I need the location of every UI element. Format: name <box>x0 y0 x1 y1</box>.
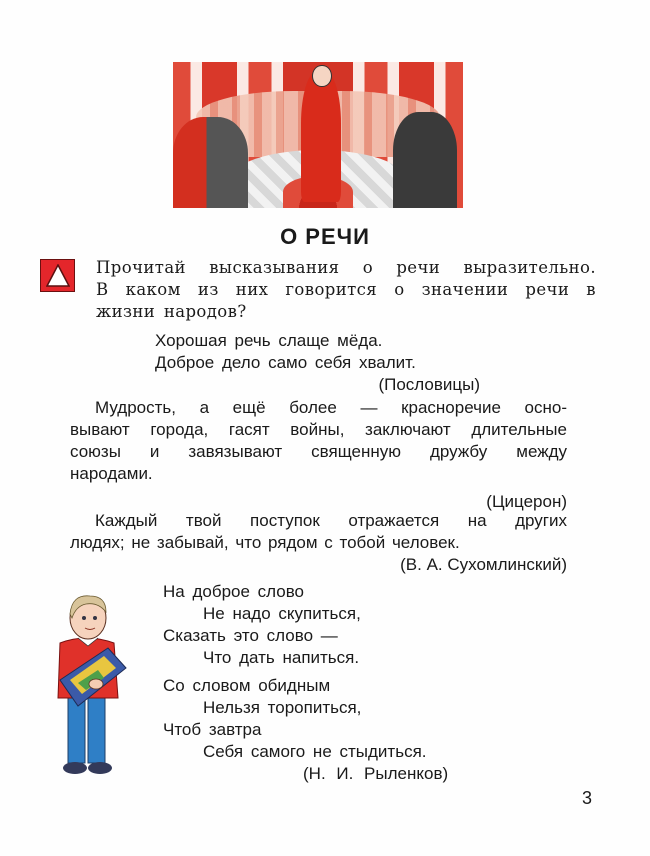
poem-line: Нельзя торопиться, <box>203 698 362 717</box>
proverbs-block <box>155 330 480 396</box>
task-instruction <box>96 257 596 323</box>
poem-line: Чтоб завтра <box>163 720 262 739</box>
sukhomlinsky-attribution: (В. А. Сухомлинский) <box>400 555 567 574</box>
quote-line: союзы и завязывают священную дружбу между <box>70 442 567 461</box>
quote-line: вывают города, гасят войны, заключают длительные <box>70 420 567 439</box>
task-line: В каком из них говорится о значении речи в <box>96 280 596 299</box>
poem-line: Себя самого не стыдиться. <box>203 742 427 761</box>
proverb-line: Доброе дело само себя хвалит. <box>155 353 416 372</box>
page-number: 3 <box>582 788 593 808</box>
quote-line: людях; не забывай, что рядом с тобой человек. <box>70 533 460 552</box>
standing-figure-right <box>393 112 457 208</box>
page-title: О РЕЧИ <box>280 224 370 249</box>
poem-stanza-1 <box>163 581 483 669</box>
cicero-attribution: (Цицерон) <box>486 492 567 511</box>
sukhomlinsky-quote <box>70 510 567 576</box>
poem-attribution: (Н. И. Рыленков) <box>303 764 449 783</box>
poem-line: Со словом обидным <box>163 676 331 695</box>
seated-senator-left <box>173 117 248 208</box>
boy-with-book-illustration <box>38 588 138 778</box>
orator-head <box>312 65 331 87</box>
poem-line: Сказать это слово — <box>163 626 338 645</box>
orator-illustration <box>173 62 463 208</box>
task-line: Прочитай высказывания о речи выразительно. <box>96 258 596 277</box>
task-line: жизни народов? <box>96 302 247 321</box>
proverb-line: Хорошая речь слаще мёда. <box>155 331 383 350</box>
warning-triangle-icon <box>40 259 75 292</box>
quote-line: народами. <box>70 464 153 483</box>
cicero-quote <box>70 397 567 513</box>
quote-line: Мудрость, а ещё более — красноречие осно- <box>95 398 567 417</box>
orator-figure <box>301 71 342 202</box>
poem-line: На доброе слово <box>163 582 305 601</box>
proverbs-attribution: (Пословицы) <box>378 375 480 394</box>
poem-line: Не надо скупиться, <box>203 604 361 623</box>
poem-stanza-2 <box>163 675 483 785</box>
poem-line: Что дать напиться. <box>203 648 360 667</box>
quote-line: Каждый твой поступок отражается на других <box>95 511 567 530</box>
